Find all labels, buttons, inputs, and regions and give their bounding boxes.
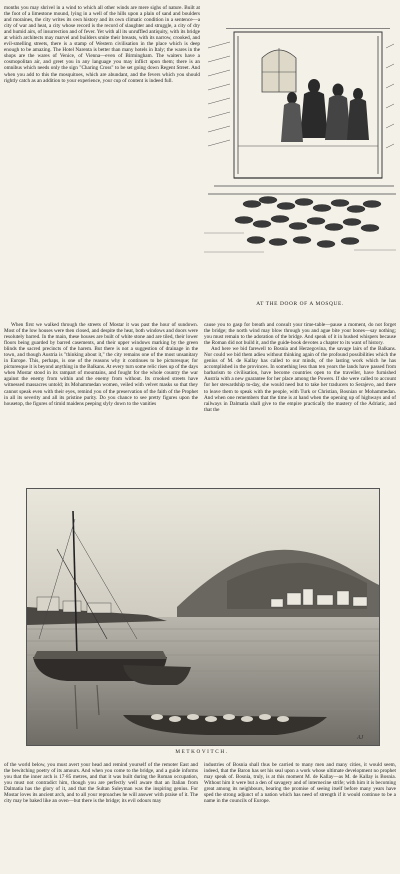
mosque-caption: AT THE DOOR OF A MOSQUE. [256, 301, 344, 307]
article-column-middle-right [204, 322, 396, 482]
mosque-drawing [204, 28, 396, 258]
article-paragraph-2: When first we walked through the streets of Mostar it was past the hour of sundown. Most of the low houses were then closed, and despite the heat, both windows and doors were resolutely barred. In the main, these houses are built of white stone and are tiled, their lower floors being guarded by barred casements, and their upper windows marking by the green blinds the sacred precincts of the harem. But there is not a suggestion of drainage in the town, and though Austria is "thinking about it," the city remains one of the most unsanitary in Europe. This, perhaps, is one of the reasons why it continues to be picturesque; for picturesque it is beyond anything in the Balkans. At every turn some relic rises up of the days when Mostar stood in its rampart of mountains, and fought for the whole country the war against the enemy from within and the enemy from without. Its crooked streets have witnessed massacres untold; its Mohammedan women, veiled with velvet masks so that they cannot speak even with their eyes, remind you of the preservation of the faith of the Prophet in all its severity and all its pristine purity. Do you chance to see pretty figures upon the housetop, the figures of timid maidens peeping slyly down to the vanities [4, 322, 198, 407]
harbour-artist-signature: AJ [357, 735, 364, 741]
article-column-top-left [4, 5, 200, 320]
mosque-illustration [204, 28, 396, 258]
article-paragraph-5: of the world below, you must avert your head and remind yourself of the remoter East and the bewitching poetry of its amours. And when you come to the bridge, and a guide informs you that the inner arch is 17·85 metres, and that it was built during the Roman occupation, you must not contradict him, though you are perfectly well aware that an Italian from Dalmatia has the glory of it, and that the Sultan Suleyman was the inspiring genius. For Mostar loves its ancient arch, and to all your reproaches he will answer with praise of it. The city may be baked like an oven—but there is the bridge; its evil odours may [4, 762, 198, 805]
article-column-middle-left [4, 322, 198, 482]
article-column-bottom-left [4, 762, 198, 872]
article-paragraph-6: industries of Bosnia shall thus be carried to many men and many cities, it would seem, indeed, that the Baron has set his seal upon a work whose ultimate development no prophet may speak of. Bosnia, truly, is at this moment M. de Kallay—as M. de Kallay is Bosnia. Without him it were but a den of savagery and of internecine strife; with him it is becoming great among its neighbours, bearing the promise of seeing itself before many years have sped the strong adjunct of a nation which has need of strength if it would continue to be a name in the councils of Europe. [204, 762, 396, 805]
harbour-drawing [27, 489, 379, 745]
harbour-caption: METKOVITCH. [175, 749, 229, 755]
article-paragraph-4: And here we bid farewell to Bosnia and Herzegovina, the savage lairs of the Balkans. Nor could we bid them adieu without thinking again of the profound possibilities which the genius of M. de Kallay has called to our minds, of the lasting work which he has accomplished in the provinces. In something less than ten years the lands have passed from barbarism to civilisation, have become countries open to the traveller, have furnished Austria with a new guarantee for her place among the Powers. If she were called to account for her stewardship to-day, she would need but to take her traducers to Serajevo, and there to leave them to speak with the people, with Turk or Christian, Bosnian or Mohammedan. And when one remembers that the time is at hand when the opening up of highways and of railways in Dalmatia shall give to the empire practically the mastery of the Adriatic, and that the [204, 346, 396, 413]
harbour-illustration [26, 488, 380, 746]
article-paragraph-3: cause you to gasp for breath and consult your time-table—pause a moment, do not forget the bridge; the north wind may blow through you and ague bite your bones—say nothing; you must remain to the adoration of the bridge. And speak of it in hushed whispers because the Roman did not build it, and the guide-book devotes a chapter to its want of history. [204, 322, 396, 347]
article-paragraph-1: months you may shrivel in a wind to which all other winds are mere sighs of nature. Built at the foot of a limestone mound, lying in a well of the hills upon a plain of sand and boulders and moraines, the city writes its own history and its own climatic condition in a sentence—a city of war and heat, a city whose record is the record of slaughter and struggle, a city of dry and humid airs, of insurrection and of fever. Yet with all its unruffled antiquity, with its bridge at which architects may marvel and builders smite their breasts, with its narrow, crooked, and evil-smelling streets, there is a stamp of Western civilisation in the place which is deep enough to be amazing. The Hotel Narenta is better than many hotels in Italy; the wares in the shops are the wares of Venice, of Vienna—even of Birmingham. The waiters have a cosmopolitan air, and greet you in any language you may inflict upon them; there is an omnibus which needs only the sign "Charing Cross" to be set going down Regent Street. And when you add to this the mosquitoes, which are abundant, and the fevers which you should rightly catch as an addition to your experience, your cup of content is indeed full. [4, 5, 200, 84]
article-column-bottom-right [204, 762, 396, 872]
